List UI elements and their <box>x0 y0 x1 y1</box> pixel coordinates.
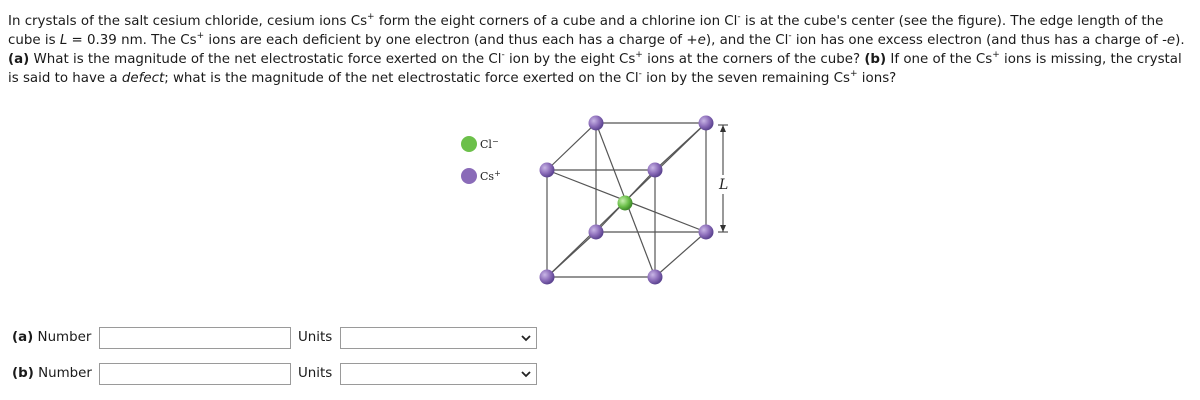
cs-ion <box>540 163 555 178</box>
edge-length-label: L <box>719 177 729 193</box>
units-select-b[interactable] <box>340 363 537 385</box>
cs-ion <box>589 116 604 131</box>
number-label: Number <box>38 366 92 381</box>
question-text: In crystals of the salt cesium chloride, cesium ions Cs+ form the eight corners of a cube and a chlorine ion Cl- is at the cube's center (see the figure). The edge length of the cube is L = 0.39 nm. The Cs+ ions are each deficient by one electron (and thus each has a charge of +e), and the Cl- ion has one excess electron (and thus has a charge of -e). (a) What is the magnitude of the net electrostatic force exerted on the Cl- ion by the eight Cs+ ions at the corners of the cube? (b) If one of the Cs+ ions is missing, the crystal is said to have a defect; what is the magnitude of the net electrostatic force exerted on the Cl- ion by the seven remaining Cs+ ions? <box>8 12 1185 86</box>
part-b-tag: (b) <box>864 52 887 67</box>
legend-item-cs: Cs+ <box>461 166 501 186</box>
legend-item-cl: Cl− <box>461 134 499 154</box>
chevron-down-icon <box>521 333 531 343</box>
units-label: Units <box>298 330 333 345</box>
cs-ion <box>699 116 714 131</box>
part-b-label: (b) <box>12 366 34 381</box>
number-label: Number <box>37 330 92 345</box>
cs-ion <box>589 225 604 240</box>
number-input-a[interactable] <box>99 327 291 349</box>
cs-ion <box>648 270 663 285</box>
units-label: Units <box>298 366 333 381</box>
chevron-down-icon <box>521 369 531 379</box>
units-select-a[interactable] <box>340 327 537 349</box>
cesium-chloride-cube-figure <box>455 105 765 290</box>
cl-ion <box>618 196 633 211</box>
number-input-b[interactable] <box>99 363 291 385</box>
part-a-tag: (a) <box>8 52 30 67</box>
part-a-label: (a) <box>12 330 34 345</box>
cs-ion <box>699 225 714 240</box>
cs-ion <box>648 163 663 178</box>
cs-ion <box>540 270 555 285</box>
